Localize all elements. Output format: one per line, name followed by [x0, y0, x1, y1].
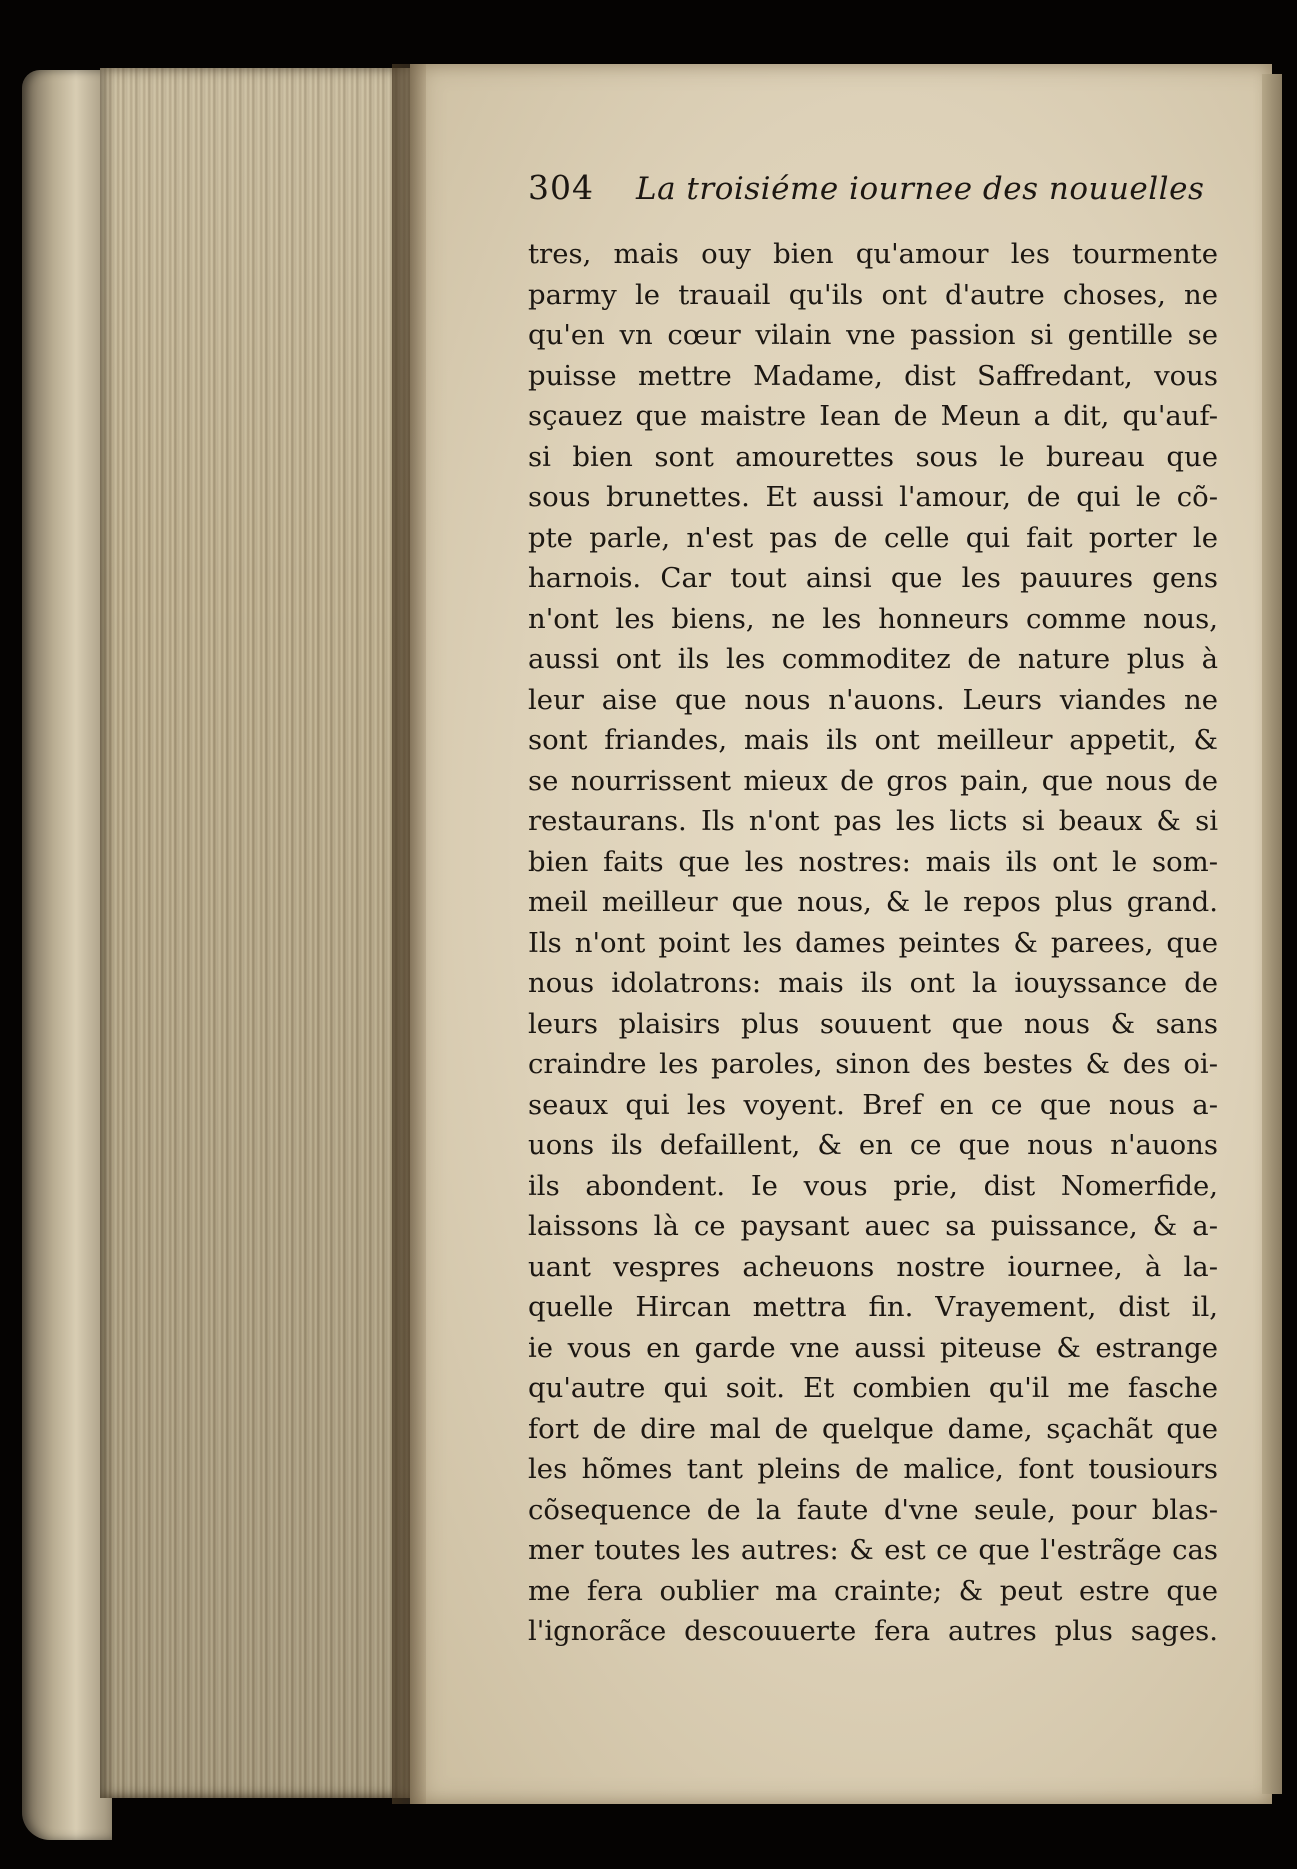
text-line: craindre les paroles, sinon des bestes & des oi- [528, 1048, 1218, 1080]
text-line: nous idolatrons: mais ils ont la iouyssance de [528, 967, 1218, 999]
text-line: laissons là ce paysant auec sa puissance, & a- [528, 1210, 1218, 1242]
text-line: sont friandes, mais ils ont meilleur appetit, & [528, 724, 1218, 756]
text-line: fort de dire mal de quelque dame, sçachãt que [528, 1412, 1218, 1445]
body-text [528, 234, 1218, 1652]
text-line: me fera oublier ma crainte; & peut estre que [528, 1574, 1218, 1607]
text-line: si bien sont amourettes sous le bureau que [528, 440, 1218, 473]
page-right-edge [1262, 74, 1282, 1794]
page-text [528, 168, 1218, 1652]
page-edges [100, 68, 410, 1798]
text-line: sçauez que maistre Iean de Meun a dit, qu'auf- [528, 400, 1218, 432]
text-line: ie vous en garde vne aussi piteuse & estrange [528, 1331, 1218, 1364]
gutter-shadow [392, 64, 426, 1804]
text-line: restaurans. Ils n'ont pas les licts si beaux & si [528, 805, 1218, 837]
text-line: ils abondent. Ie vous prie, dist Nomerfide, [528, 1169, 1218, 1202]
text-line: tres, mais ouy bien qu'amour les tourmente [528, 238, 1218, 270]
page-number: 304 [528, 168, 594, 207]
text-line: se nourrissent mieux de gros pain, que nous de [528, 764, 1218, 797]
text-line: qu'autre qui soit. Et combien qu'il me fasche [528, 1372, 1218, 1404]
text-line: pte parle, n'est pas de celle qui fait porter le [528, 521, 1218, 554]
text-line: meil meilleur que nous, & le repos plus grand. [528, 886, 1218, 918]
text-line: uons ils defaillent, & en ce que nous n'auons [528, 1129, 1218, 1161]
text-line: leurs plaisirs plus souuent que nous & sans [528, 1007, 1218, 1040]
text-line: leur aise que nous n'auons. Leurs viandes ne [528, 683, 1218, 716]
text-line: seaux qui les voyent. Bref en ce que nous a- [528, 1088, 1218, 1121]
text-line: qu'en vn cœur vilain vne passion si gentille se [528, 319, 1218, 351]
text-line: cõsequence de la faute d'vne seule, pour blas- [528, 1493, 1218, 1526]
page-header [528, 168, 1218, 230]
running-title: La troisiéme iournee des nouuelles [636, 171, 1205, 207]
text-line: uant vespres acheuons nostre iournee, à la- [528, 1250, 1218, 1283]
text-line: aussi ont ils les commoditez de nature plus à [528, 643, 1218, 675]
text-line: puisse mettre Madame, dist Saffredant, vous [528, 359, 1218, 392]
text-line: les hõmes tant pleins de malice, font tousiours [528, 1453, 1218, 1485]
text-line: quelle Hircan mettra fin. Vrayement, dist il, [528, 1291, 1218, 1323]
text-line: sous brunettes. Et aussi l'amour, de qui le cõ- [528, 481, 1218, 513]
text-line: Ils n'ont point les dames peintes & parees, que [528, 926, 1218, 959]
text-line: harnois. Car tout ainsi que les pauures gens [528, 562, 1218, 594]
text-line: mer toutes les autres: & est ce que l'estrãge cas [528, 1534, 1218, 1566]
text-line: l'ignorãce descouuerte fera autres plus sages. [528, 1615, 1218, 1647]
text-line: parmy le trauail qu'ils ont d'autre choses, ne [528, 278, 1218, 311]
vellum-binding [22, 70, 112, 1840]
text-line: bien faits que les nostres: mais ils ont le som- [528, 845, 1218, 878]
text-line: n'ont les biens, ne les honneurs comme nous, [528, 602, 1218, 635]
